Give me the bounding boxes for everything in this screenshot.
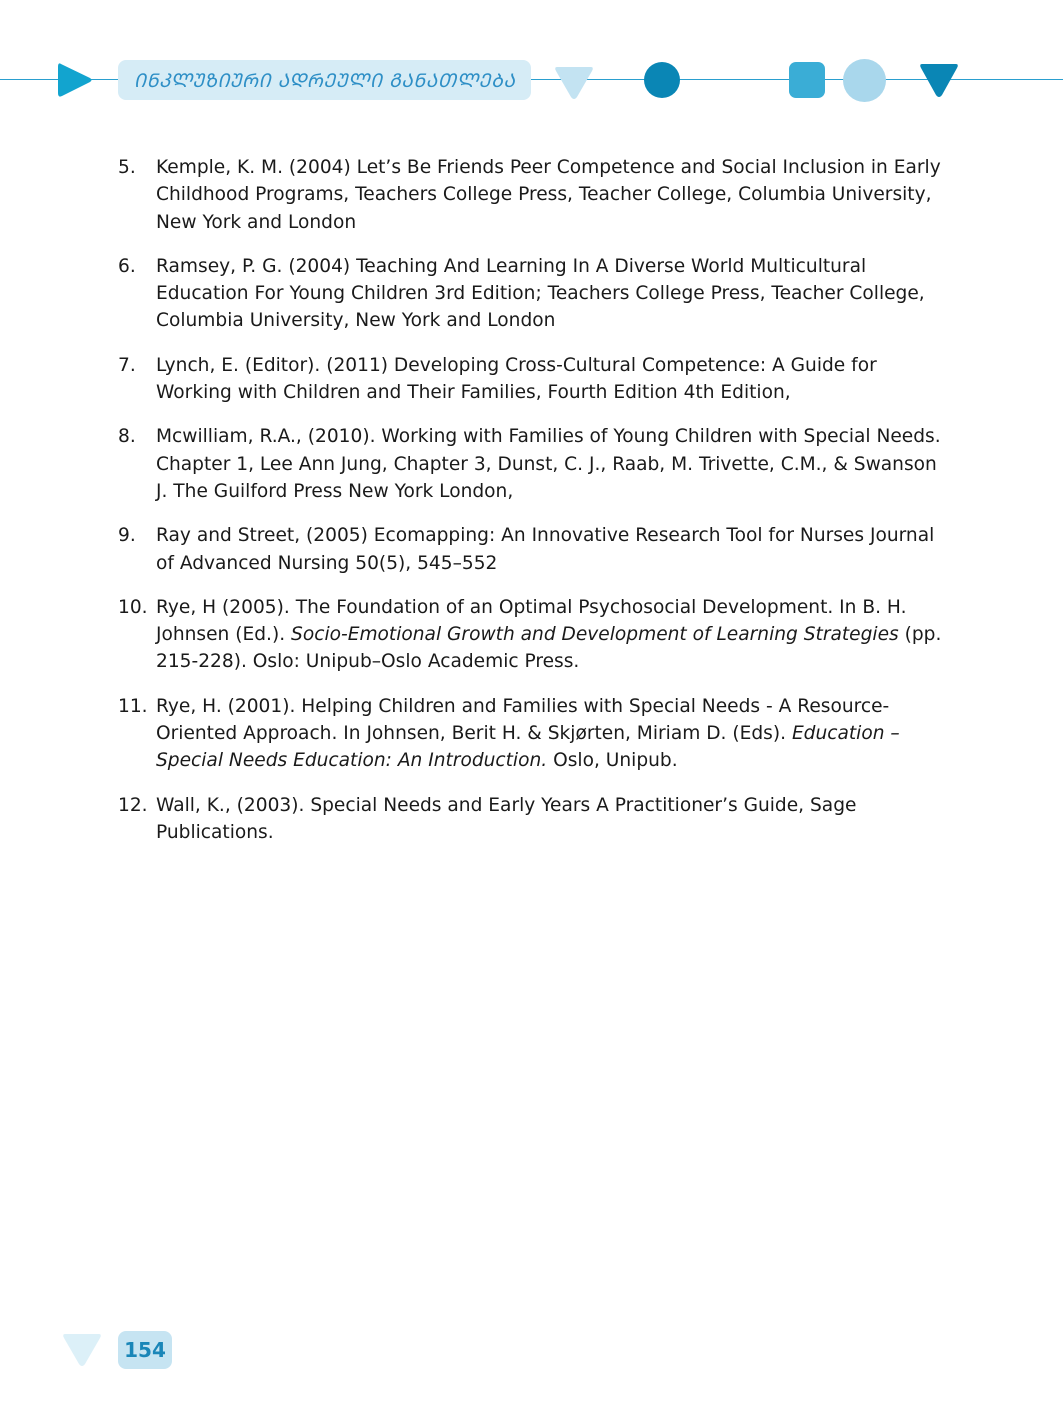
reference-text bbox=[156, 522, 948, 577]
reference-number: 8. bbox=[118, 426, 136, 448]
reference-text bbox=[156, 154, 948, 236]
reference-text bbox=[156, 352, 948, 407]
page-number-badge bbox=[118, 1331, 172, 1369]
reference-number: 5. bbox=[118, 157, 136, 178]
reference-item bbox=[118, 693, 948, 775]
page-header bbox=[0, 0, 1063, 130]
circle-dark-icon bbox=[644, 62, 680, 98]
reference-text-segment: Rye, H. (2001). Helping Children and Families with Special Needs - A Resource-Oriented Approach. In Johnsen, Berit H. & Skjørten, Miriam D. (Eds). bbox=[156, 695, 890, 745]
reference-text-segment: Ramsey, P. G. (2004) Teaching And Learning In A Diverse World Multicultural Education For Young Children 3rd Edition; Teachers College Press, Teacher College, Columbia University, New York and London bbox=[156, 255, 925, 332]
down-triangle-dark-icon bbox=[919, 62, 959, 99]
reference-number: 10. bbox=[118, 596, 148, 618]
reference-title-italic: Socio-Emotional Growth and Development of Learning Strategies bbox=[291, 624, 899, 646]
reference-text-segment: Lynch, E. (Editor). (2011) Developing Cross-Cultural Competence: A Guide for Working with Children and Their Families, Fourth Edition 4th Edition, bbox=[156, 354, 877, 404]
header-title-pill bbox=[118, 60, 531, 100]
reference-number: 11. bbox=[118, 695, 148, 717]
reference-text-segment: Mcwilliam, R.A., (2010). Working with Families of Young Children with Special Needs. Chapter 1, Lee Ann Jung, Chapter 3, Dunst, C. J., Raab, M. Trivette, C.M., & Swanson J. The Guilford Press New York London, bbox=[156, 426, 941, 502]
reference-text-segment: Kemple, K. M. (2004) Let’s Be Friends Peer Competence and Social Inclusion in Early Childhood Programs, Teachers College Press, Teacher College, Columbia University, New York and London bbox=[156, 157, 941, 233]
square-icon bbox=[789, 62, 825, 98]
footer-triangle-icon bbox=[62, 1332, 102, 1368]
circle-light-icon bbox=[843, 59, 886, 102]
reference-item bbox=[118, 253, 948, 335]
reference-item bbox=[118, 154, 948, 236]
reference-title-italic: Education – Special Needs Education: An Introduction. bbox=[156, 723, 900, 772]
down-triangle-light-icon bbox=[554, 65, 594, 101]
reference-item bbox=[118, 423, 948, 505]
reference-number: 7. bbox=[118, 354, 136, 376]
reference-text-segment: Oslo, Unipub. bbox=[547, 750, 678, 772]
reference-item bbox=[118, 522, 948, 577]
reference-text bbox=[156, 693, 948, 775]
header-title: ᲘᲜᲙᲚᲣᲖᲘᲣᲠᲘ ᲐᲓᲠᲔᲣᲚᲘ ᲒᲐᲜᲐᲗᲚᲔᲑᲐ bbox=[133, 70, 516, 92]
reference-number: 6. bbox=[118, 255, 136, 277]
reference-item bbox=[118, 352, 948, 407]
reference-text-segment: Rye, H (2005). The Foundation of an Optimal Psychosocial Development. In B. H. Johnsen (Ed.). bbox=[156, 596, 907, 646]
reference-text bbox=[156, 594, 948, 676]
reference-list bbox=[118, 154, 948, 863]
page-number: 154 bbox=[124, 1338, 166, 1362]
reference-number: 9. bbox=[118, 525, 136, 547]
reference-text bbox=[156, 792, 948, 847]
reference-text bbox=[156, 253, 948, 335]
reference-item bbox=[118, 594, 948, 676]
reference-text bbox=[156, 423, 948, 505]
reference-item bbox=[118, 792, 948, 847]
reference-text-segment: Ray and Street, (2005) Ecomapping: An Innovative Research Tool for Nurses Journal of Advanced Nursing 50(5), 545–552 bbox=[156, 525, 935, 574]
reference-number: 12. bbox=[118, 794, 148, 816]
play-triangle-icon bbox=[57, 61, 93, 99]
reference-text-segment: (pp. 215-228). Oslo: Unipub–Oslo Academic Press. bbox=[156, 624, 942, 673]
reference-text-segment: Wall, K., (2003). Special Needs and Early Years A Practitioner’s Guide, Sage Publications. bbox=[156, 794, 857, 843]
